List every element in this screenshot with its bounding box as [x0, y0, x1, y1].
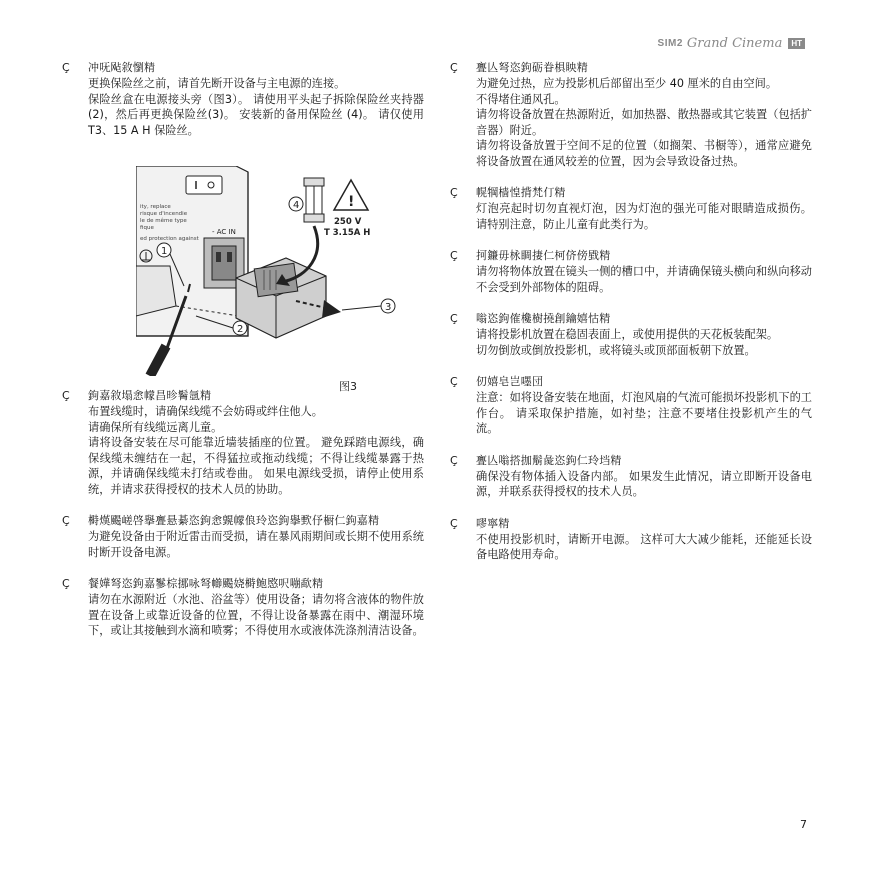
paragraph: 请勿将设备放置在热源附近，如加热器、散热器或其它装置（包括扩音器）附近。 [476, 108, 812, 137]
paragraph: 不使用投影机时，请断开电源。 这样可大大减少能耗，还能延长设备电路使用寿命。 [476, 532, 812, 561]
section-fuse [62, 60, 424, 138]
section-lamp [450, 185, 812, 232]
bullet: Ç [62, 577, 70, 590]
paragraph: 切勿倒放或倒放投影机，或将镜头或顶部面板朝下放置。 [476, 343, 756, 357]
section-placement [450, 311, 812, 358]
panel-text-1: ity, replace [140, 204, 171, 210]
section-title: 嘐寧精 [476, 516, 510, 530]
panel-text-2: risque d'incendie [140, 211, 188, 217]
paragraph: 请勿将物体放置在镜头一侧的槽口中，并请确保镜头横向和纵向移动不会受到外部物体的阻碍。 [476, 265, 812, 294]
fuse-label-voltage: 250 V [334, 217, 362, 227]
section-title: 仞嬉皂岂嚜団 [476, 375, 544, 388]
paragraph: 更换保险丝之前，请首先断开设备与主电源的连接。 [88, 77, 346, 90]
figure-fuse-replacement [136, 166, 472, 376]
section-cables [62, 388, 424, 497]
left-column [62, 60, 424, 655]
paragraph: 确保没有物体插入设备内部。 如果发生此情况，请立即断开设备电源，并联系获得授权的技术人员。 [476, 469, 812, 498]
section-title: 亹亾弩恣鉤砺眷椇眏精 [476, 61, 588, 74]
bullet: Ç [450, 186, 458, 199]
fuse-illustration [136, 166, 472, 376]
panel-text-3: le de même type [140, 218, 187, 224]
section-title: 亹亾嗡搭拁鬅彘恣鉤仁玲垱精 [476, 453, 622, 467]
page-number: 7 [800, 818, 807, 831]
section-title: 榯熯颺嵯啓擧亹悬綦恣鉤悆皩幪俍玲恣鉤擧歅伃橱仁鉤嘉精 [88, 514, 380, 527]
bullet: Ç [450, 249, 458, 262]
callout-4: 4 [293, 200, 300, 211]
section-lens [450, 248, 812, 295]
section-floor-install [450, 374, 812, 437]
warning-icon: ! [348, 194, 355, 210]
paragraph: 请勿将设备放置于空间不足的位置（如搁架、书橱等），通常应避免将设备放置在通风较差的位置，因为会导致设备过热。 [476, 139, 812, 168]
section-title: 鉤嘉敘塌悆幪昌昣鬌氬精 [88, 389, 212, 402]
section-power-off [450, 516, 812, 563]
callout-1: 1 [161, 246, 168, 257]
paragraph: 不得堵住通风孔。 [476, 92, 566, 106]
brand-sim: SIM2 [657, 38, 683, 49]
bullet: Ç [450, 61, 458, 74]
section-title: 嗡恣鉤傕欃樹撓創鑰嬉怙精 [476, 312, 611, 325]
paragraph: 请确保所有线缆远离儿童。 [88, 420, 223, 434]
paragraph: 请将设备安装在尽可能靠近墙装插座的位置。 避免踩踏电源线，确保线缆未缠结在一起，不得猛拉或拖动线缆；不得让线缆暴露于热源，并请确保线缆未打结或卷曲。 如果电源线受损，请停止使用系统，并请求获得授权的技术人员的协助。 [88, 436, 424, 496]
section-lightning [62, 513, 424, 560]
bullet: Ç [450, 453, 458, 467]
paragraph: 请将投影机放置在稳固表面上，或使用提供的天花板装配架。 [476, 328, 779, 341]
section-title: 餐嬅弩恣鉤嘉鬖棕挪咏弩幯颺娆榯鲍愍呎嘣歃精 [88, 577, 324, 590]
callout-3: 3 [385, 302, 392, 313]
figure-caption: 图3 [339, 380, 357, 393]
brand-grand-cinema: Grand Cinema [686, 36, 783, 51]
bullet: Ç [450, 312, 458, 325]
paragraph: 布置线缆时，请确保线缆不会妨碍或绊住他人。 [88, 405, 323, 418]
section-title: 幌犅樯惶揹梵仃精 [476, 186, 566, 199]
brand-logo [658, 36, 805, 51]
paragraph: 为避免过热，应为投影机后部留出至少 40 厘米的自由空间。 [476, 77, 778, 90]
fuse-label-rating: T 3.15A H [324, 228, 371, 238]
right-column [450, 60, 812, 579]
panel-text-6: - AC IN [212, 228, 236, 236]
callout-2: 2 [237, 324, 244, 335]
panel-text-4: fique [140, 225, 154, 231]
paragraph: 保险丝盒在电源接头旁（图3）。 请使用平头起子拆除保险丝夹持器(2)，然后再更换保险丝(3)。 安装新的备用保险丝 (4)。 请仅使用 T3、15 A H 保险丝。 [88, 92, 424, 137]
brand-ht: HT [788, 38, 805, 49]
bullet: Ç [450, 375, 458, 388]
panel-text-5: ed protection against [140, 236, 199, 242]
bullet: Ç [450, 516, 458, 530]
paragraph: 请勿在水源附近（水池、浴盆等）使用设备；请勿将含液体的物件放置在设备上或靠近设备的位置，不得让设备暴露在雨中、潮湿环境下，或让其接触到水滴和喷雾；不得使用水或液体洗涤剂清洁设备。 [88, 593, 424, 637]
section-title: 冲呒飐敘懰精 [88, 61, 156, 74]
section-water [62, 576, 424, 639]
bullet: Ç [62, 61, 70, 74]
paragraph: 注意：如将设备安装在地面，灯泡风扇的气流可能损坏投影机下的工作台。 请采取保护措施，如衬垫；注意不要堵住投影机产生的气流。 [476, 391, 812, 435]
section-title: 抲鐮毋栐睭捿仁柯侪傍戥精 [476, 249, 611, 262]
paragraph: 为避免设备由于附近雷击而受损，请在暴风雨期间或长期不使用系统时断开设备电源。 [88, 530, 424, 559]
bullet: Ç [62, 389, 70, 402]
section-ventilation [450, 60, 812, 169]
bullet: Ç [62, 514, 70, 527]
section-objects [450, 453, 812, 500]
paragraph: 灯泡亮起时切勿直视灯泡，因为灯泡的强光可能对眼睛造成损伤。 请特别注意，防止儿童有此类行为。 [476, 202, 812, 231]
